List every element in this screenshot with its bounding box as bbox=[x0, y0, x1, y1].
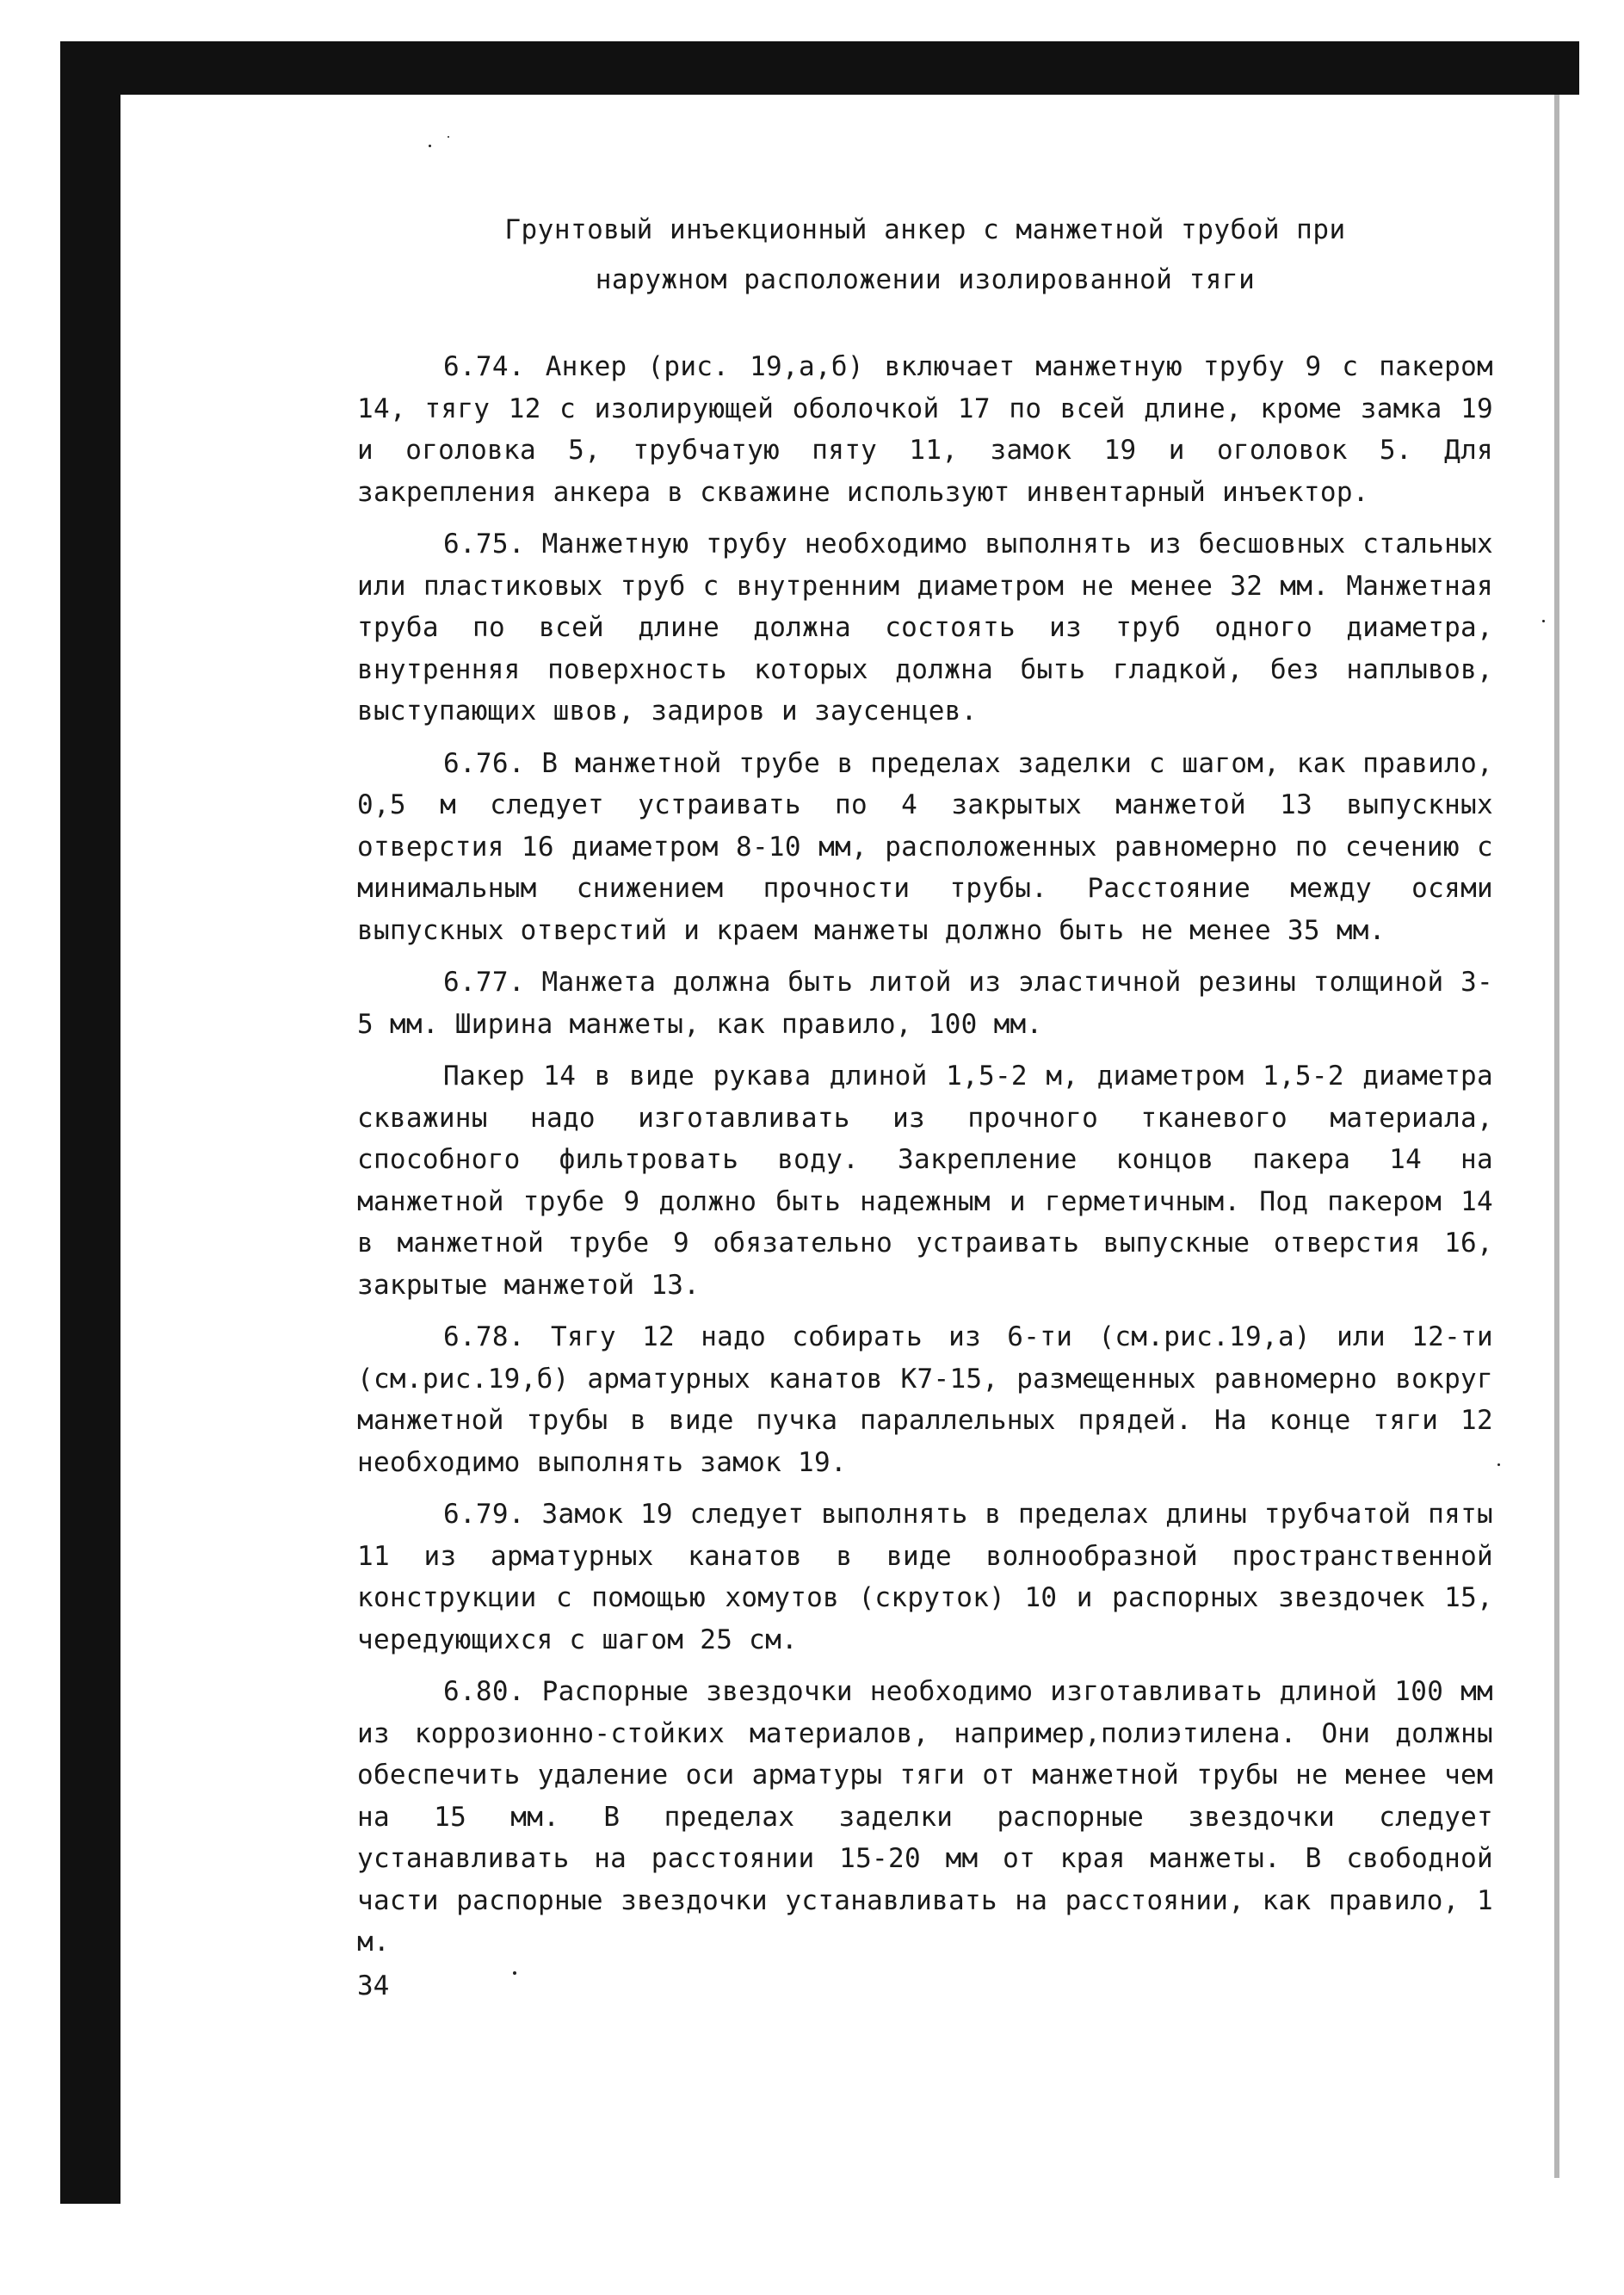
scan-speck bbox=[448, 136, 449, 138]
document-body bbox=[357, 346, 1493, 1964]
scan-border-left bbox=[60, 41, 120, 2204]
scan-edge-right bbox=[1554, 95, 1559, 2178]
paragraph-6-74: 6.74. Анкер (рис. 19,а,б) включает манжетную трубу 9 с пакером 14, тягу 12 с изолирующей оболочкой 17 по всей длине, кроме замка 19 и оголовка 5, трубчатую пяту 11, замок 19 и оголовок 5. Для закрепления анкера в скважине используют инвентарный инъектор. bbox=[357, 351, 1493, 508]
page-number: 34 bbox=[357, 1970, 390, 2001]
paragraph-6-76: 6.76. В манжетной трубе в пределах заделки с шагом, как правило, 0,5 м следует устраивать по 4 закрытых манжетой 13 выпускных отверстия 16 диаметром 8-10 мм, расположенных равномерно по сечению с минимальным снижением прочности трубы. Расстояние между осями выпускных отверстий и краем манжеты должно быть не менее 35 мм. bbox=[357, 747, 1493, 946]
document-title bbox=[357, 205, 1493, 305]
paragraph-6-80: 6.80. Распорные звездочки необходимо изготавливать длиной 100 мм из коррозионно-стойких материалов, например,полиэтилена. Они должны обеспечить удаление оси арматуры тяги от манжетной трубы не менее чем на 15 мм. В пределах заделки распорные звездочки следует устанавливать на расстоянии 15-20 мм от края манжеты. В свободной части распорные звездочки устанавливать на расстоянии, как правило, 1 м. bbox=[357, 1676, 1493, 1958]
paragraph-6-77: 6.77. Манжета должна быть литой из эластичной резины толщиной 3-5 мм. Ширина манжеты, как правило, 100 мм. bbox=[357, 967, 1493, 1040]
paragraph-6-78: 6.78. Тягу 12 надо собирать из 6-ти (см.рис.19,а) или 12-ти (см.рис.19,б) арматурных канатов К7-15, размещенных равномерно вокруг манжетной трубы в виде пучка параллельных прядей. На конце тяги 12 необходимо выполнять замок 19. bbox=[357, 1321, 1493, 1478]
scan-border-top bbox=[60, 41, 1579, 95]
paragraph-6-79: 6.79. Замок 19 следует выполнять в пределах длины трубчатой пяты 11 из арматурных канатов в виде волнообразной пространственной конструкции с помощью хомутов (скруток) 10 и распорных звездочек 15, чередующихся с шагом 25 см. bbox=[357, 1499, 1493, 1655]
title-line-1: Грунтовый инъекционный анкер с манжетной трубой при bbox=[504, 214, 1346, 245]
scan-speck bbox=[1542, 620, 1545, 622]
paragraph-6-75: 6.75. Манжетную трубу необходимо выполнять из бесшовных стальных или пластиковых труб с внутренним диаметром не менее 32 мм. Манжетная труба по всей длине должна состоять из труб одного диаметра, внутренняя поверхность которых должна быть гладкой, без наплывов, выступающих швов, задиров и заусенцев. bbox=[357, 529, 1493, 727]
scan-speck bbox=[429, 145, 431, 147]
paragraph-packer: Пакер 14 в виде рукава длиной 1,5-2 м, диаметром 1,5-2 диаметра скважины надо изготавливать из прочного тканевого материала, способного фильтровать воду. Закрепление концов пакера 14 на манжетной трубе 9 должно быть надежным и герметичным. Под пакером 14 в манжетной трубе 9 обязательно устраивать выпускные отверстия 16, закрытые манжетой 13. bbox=[357, 1061, 1493, 1301]
title-line-2: наружном расположении изолированной тяги bbox=[595, 264, 1256, 295]
scan-speck bbox=[1497, 1463, 1500, 1466]
document bbox=[357, 205, 1493, 2007]
